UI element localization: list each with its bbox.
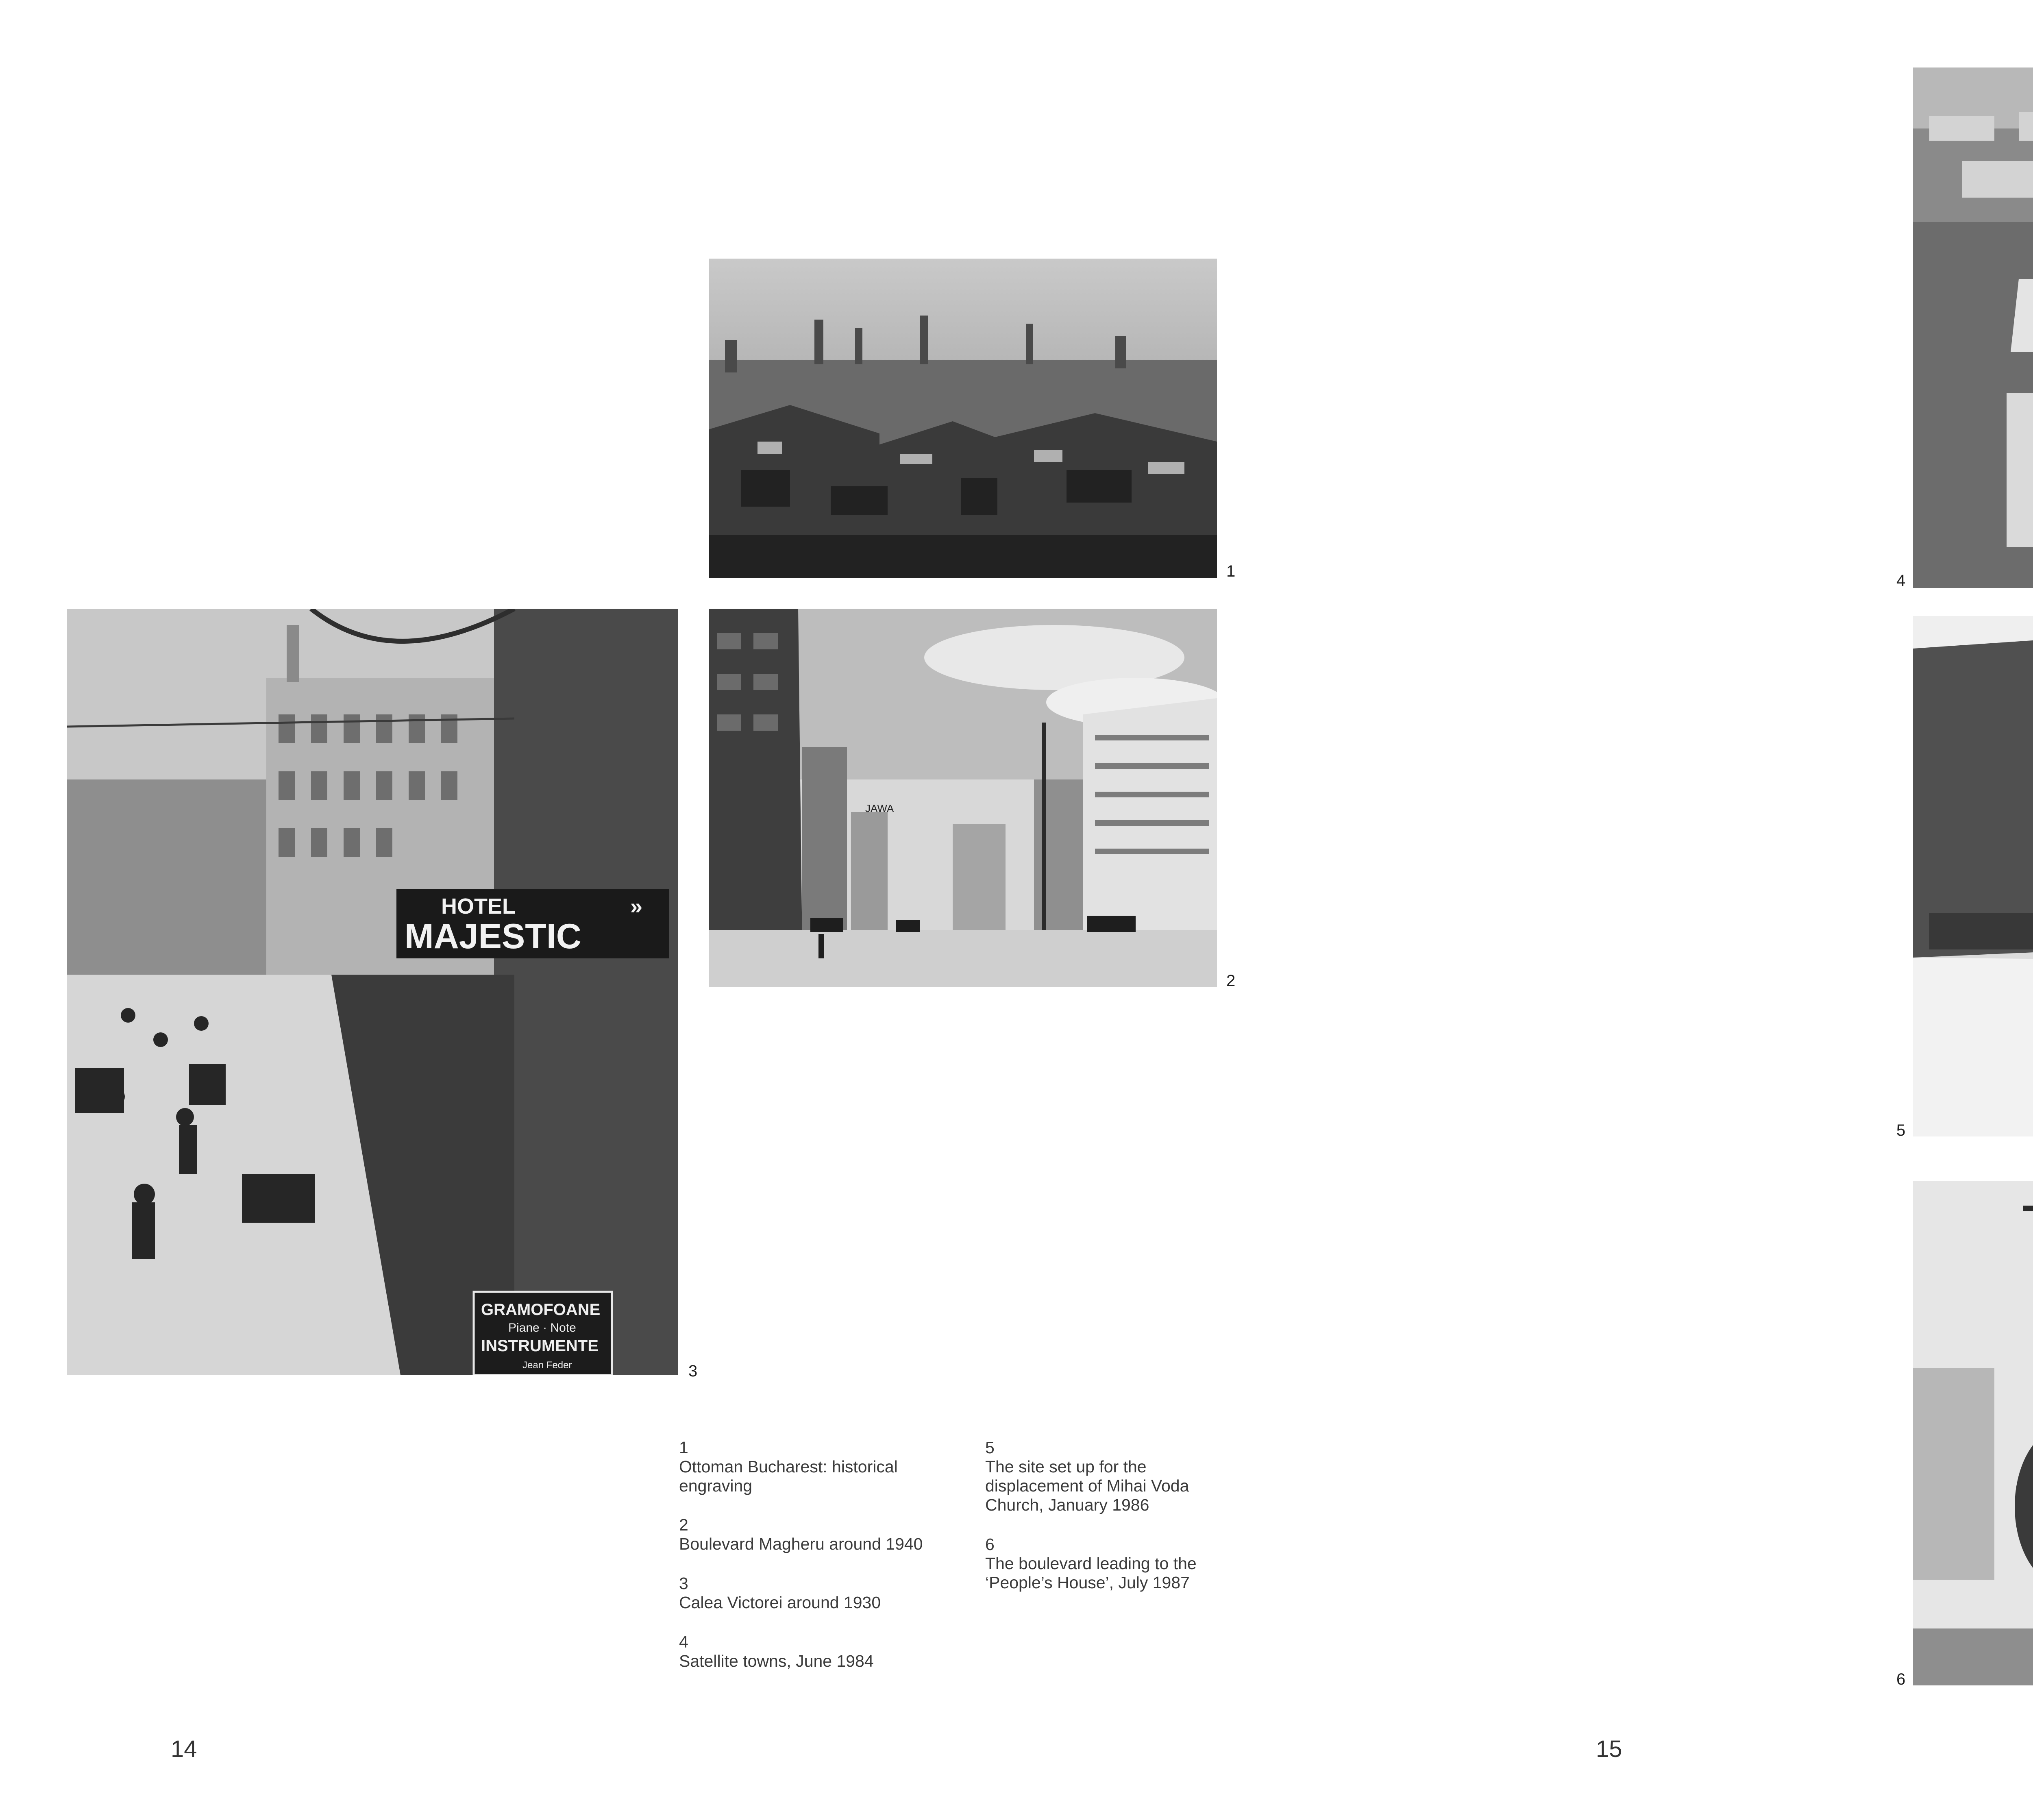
caption-4-number: 4 bbox=[679, 1633, 688, 1651]
shop-sign-line3: INSTRUMENTE bbox=[481, 1337, 599, 1355]
shop-sign-line2: Piane · Note bbox=[508, 1321, 576, 1335]
page-number-right: 15 bbox=[1596, 1736, 1622, 1762]
caption-3 bbox=[679, 1574, 931, 1612]
caption-6-number: 6 bbox=[985, 1535, 995, 1554]
figure-number-6: 6 bbox=[1896, 1670, 1906, 1688]
caption-2 bbox=[679, 1515, 931, 1554]
photo-mihai-voda-church bbox=[1913, 616, 2033, 1136]
photo-satellite-towns bbox=[1913, 67, 2033, 588]
bus-sign-text: JAWA bbox=[865, 802, 894, 814]
hotel-sign-line2: MAJESTIC bbox=[405, 917, 581, 956]
figure-number-4: 4 bbox=[1896, 572, 1906, 590]
caption-5-text: The site set up for the displacement of Mihai Voda Church, January 1986 bbox=[985, 1457, 1189, 1514]
figure-number-3: 3 bbox=[688, 1362, 698, 1380]
figure-number-2: 2 bbox=[1226, 972, 1236, 990]
caption-2-number: 2 bbox=[679, 1515, 688, 1534]
photo-boulevard-magheru bbox=[709, 609, 1217, 987]
caption-4 bbox=[679, 1633, 931, 1671]
caption-6 bbox=[985, 1535, 1221, 1592]
photo-peoples-house-boulevard bbox=[1913, 1181, 2033, 1685]
hotel-sign-line1: HOTEL bbox=[441, 894, 516, 919]
shop-sign-line1: GRAMOFOANE bbox=[481, 1301, 601, 1319]
figure-number-5: 5 bbox=[1896, 1121, 1906, 1139]
caption-1-number: 1 bbox=[679, 1438, 688, 1457]
photo-ottoman-engraving bbox=[709, 259, 1217, 578]
caption-4-text: Satellite towns, June 1984 bbox=[679, 1652, 874, 1670]
caption-6-text: The boulevard leading to the ‘People’s House’, July 1987 bbox=[985, 1554, 1197, 1592]
caption-1 bbox=[679, 1438, 931, 1496]
caption-3-text: Calea Victorei around 1930 bbox=[679, 1593, 881, 1612]
shop-sign-line4: Jean Feder bbox=[522, 1360, 572, 1371]
figure-number-1: 1 bbox=[1226, 562, 1236, 580]
hotel-sign-arrow: » bbox=[630, 894, 643, 919]
caption-2-text: Boulevard Magheru around 1940 bbox=[679, 1535, 923, 1553]
page-number-left: 14 bbox=[171, 1736, 197, 1762]
caption-1-text: Ottoman Bucharest: historical engraving bbox=[679, 1457, 898, 1495]
photo-calea-victorei bbox=[67, 609, 678, 1375]
caption-5 bbox=[985, 1438, 1221, 1515]
caption-3-number: 3 bbox=[679, 1574, 688, 1593]
caption-5-number: 5 bbox=[985, 1438, 995, 1457]
